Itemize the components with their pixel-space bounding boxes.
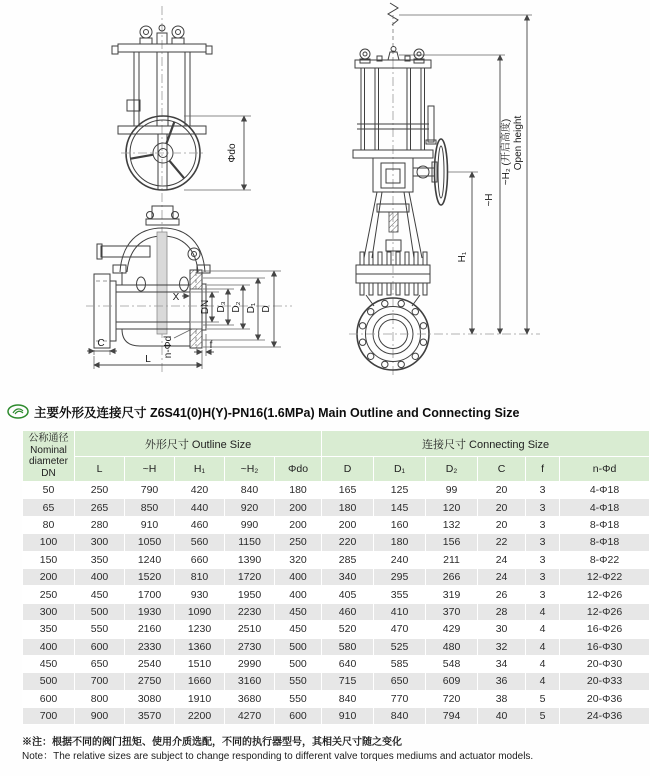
cell-value: 319: [426, 586, 478, 603]
cell-value: 600: [75, 638, 125, 655]
cell-value: 2730: [225, 638, 275, 655]
cell-dn: 50: [23, 482, 75, 499]
cell-value: 1050: [125, 534, 175, 551]
cell-value: 340: [322, 568, 374, 585]
cell-value: 1360: [175, 638, 225, 655]
cell-value: 700: [75, 673, 125, 690]
cell-value: 405: [322, 586, 374, 603]
dim-label-h: ~H: [484, 193, 495, 207]
cell-value: 26: [478, 586, 526, 603]
cell-value: 125: [374, 482, 426, 499]
col-header-phido: Φdo: [275, 457, 322, 482]
cell-value: 16-Φ30: [560, 638, 650, 655]
cell-value: 4270: [225, 708, 275, 725]
side-view: [349, 3, 540, 378]
cell-value: 930: [175, 586, 225, 603]
page-title: 主要外形及连接尺寸 Z6S41(0)H(Y)-PN16(1.6MPa) Main Outline and Connecting Size: [34, 405, 520, 420]
cell-value: 1910: [175, 690, 225, 707]
cell-value: 4-Φ18: [560, 499, 650, 516]
cell-value: 4: [526, 638, 560, 655]
cell-value: 550: [275, 673, 322, 690]
cell-value: 1930: [125, 603, 175, 620]
cell-value: 180: [374, 534, 426, 551]
cell-value: 560: [175, 534, 225, 551]
table-row: [23, 621, 650, 638]
cell-value: 4-Φ18: [560, 482, 650, 499]
cell-value: 500: [75, 603, 125, 620]
cell-value: 1950: [225, 586, 275, 603]
cell-value: 429: [426, 621, 478, 638]
col-header-L: L: [75, 457, 125, 482]
cell-value: 460: [322, 603, 374, 620]
cell-value: 285: [322, 551, 374, 568]
cell-value: 2230: [225, 603, 275, 620]
cell-value: 3160: [225, 673, 275, 690]
table-row: [23, 534, 650, 551]
cell-value: 20-Φ33: [560, 673, 650, 690]
cell-value: 3: [526, 586, 560, 603]
table-row: [23, 568, 650, 585]
cell-value: 400: [275, 586, 322, 603]
cell-value: 22: [478, 534, 526, 551]
cell-value: 12-Φ26: [560, 603, 650, 620]
cell-value: 120: [426, 499, 478, 516]
cell-value: 32: [478, 638, 526, 655]
cell-value: 2990: [225, 655, 275, 672]
note-zh: ※注：根据不同的阀门扭矩、使用介质选配，不同的执行器型号，其相关尺寸随之变化: [22, 737, 402, 748]
cell-value: 990: [225, 516, 275, 533]
cell-value: 24: [478, 568, 526, 585]
cell-value: 609: [426, 673, 478, 690]
cell-value: 24-Φ36: [560, 708, 650, 725]
table-row: [23, 673, 650, 690]
cell-value: 600: [275, 708, 322, 725]
cell-value: 450: [75, 586, 125, 603]
cell-value: 850: [125, 499, 175, 516]
cell-value: 200: [275, 516, 322, 533]
dim-label-open-height: Open height: [513, 115, 524, 171]
cell-value: 1230: [175, 621, 225, 638]
table-row: [23, 551, 650, 568]
cell-value: 840: [374, 708, 426, 725]
cell-value: 3: [526, 516, 560, 533]
cell-value: 900: [75, 708, 125, 725]
cell-value: 12-Φ26: [560, 586, 650, 603]
cell-value: 500: [275, 655, 322, 672]
cell-value: 8-Φ22: [560, 551, 650, 568]
cell-value: 910: [125, 516, 175, 533]
cell-dn: 350: [23, 621, 75, 638]
dim-label-x: X: [172, 292, 180, 303]
cell-dn: 700: [23, 708, 75, 725]
cell-value: 800: [75, 690, 125, 707]
cell-value: 200: [275, 499, 322, 516]
cell-value: 525: [374, 638, 426, 655]
dim-label-n-phi-d: n-Φd: [163, 335, 174, 359]
cell-value: 810: [175, 568, 225, 585]
cell-value: 200: [322, 516, 374, 533]
cell-value: 145: [374, 499, 426, 516]
cell-dn: 450: [23, 655, 75, 672]
cell-value: 3080: [125, 690, 175, 707]
cell-value: 30: [478, 621, 526, 638]
cell-value: 1510: [175, 655, 225, 672]
table-row: [23, 638, 650, 655]
section-title-row: [7, 401, 519, 422]
table-body: [23, 482, 650, 725]
cell-value: 580: [322, 638, 374, 655]
cell-dn: 250: [23, 586, 75, 603]
cell-value: 132: [426, 516, 478, 533]
dim-label-d2: D₂: [231, 301, 242, 313]
col-header-H1: H₁: [175, 457, 225, 482]
notes-block: [22, 736, 637, 764]
cell-value: 5: [526, 690, 560, 707]
cell-value: 355: [374, 586, 426, 603]
cell-value: 20: [478, 516, 526, 533]
dim-label-d3: D₃: [216, 301, 227, 313]
cell-value: 1660: [175, 673, 225, 690]
cell-value: 585: [374, 655, 426, 672]
cell-dn: 300: [23, 603, 75, 620]
cell-value: 250: [275, 534, 322, 551]
cell-value: 4: [526, 621, 560, 638]
cell-value: 2330: [125, 638, 175, 655]
cell-value: 720: [426, 690, 478, 707]
dim-label-phido: Φdo: [227, 143, 238, 163]
cell-value: 1390: [225, 551, 275, 568]
cell-value: 3570: [125, 708, 175, 725]
cell-value: 2750: [125, 673, 175, 690]
cell-value: 240: [374, 551, 426, 568]
cell-value: 300: [75, 534, 125, 551]
cell-value: 550: [75, 621, 125, 638]
cell-value: 180: [275, 482, 322, 499]
cell-value: 156: [426, 534, 478, 551]
cell-value: 910: [322, 708, 374, 725]
cell-value: 1700: [125, 586, 175, 603]
cell-dn: 500: [23, 673, 75, 690]
dim-label-f: f: [209, 340, 213, 351]
cell-value: 2510: [225, 621, 275, 638]
cell-value: 8-Φ18: [560, 534, 650, 551]
table-row: [23, 482, 650, 499]
header-dn-en1: Nominal: [30, 444, 67, 456]
cell-value: 24: [478, 551, 526, 568]
cell-value: 220: [322, 534, 374, 551]
cell-value: 400: [275, 568, 322, 585]
cell-value: 840: [322, 690, 374, 707]
cell-value: 2200: [175, 708, 225, 725]
table-row: [23, 586, 650, 603]
cell-value: 4: [526, 673, 560, 690]
note-en: Note：The relative sizes are subject to change responding to different valve torques mediums and actuator models.: [22, 751, 534, 762]
cell-value: 3: [526, 482, 560, 499]
cell-value: 20-Φ30: [560, 655, 650, 672]
cell-value: 34: [478, 655, 526, 672]
cell-value: 250: [75, 482, 125, 499]
cell-value: 3: [526, 534, 560, 551]
header-group-outline-size: 外形尺寸 Outline Size: [75, 431, 322, 457]
header-nominal-diameter: [23, 431, 75, 482]
col-header-H: ~H: [125, 457, 175, 482]
cell-value: 12-Φ22: [560, 568, 650, 585]
header-dn-en2: diameter: [29, 456, 68, 467]
cell-value: 650: [374, 673, 426, 690]
col-header-C: C: [478, 457, 526, 482]
cell-value: 20: [478, 499, 526, 516]
cell-value: 3: [526, 568, 560, 585]
cell-value: 2160: [125, 621, 175, 638]
cell-value: 8-Φ18: [560, 516, 650, 533]
cell-value: 295: [374, 568, 426, 585]
col-header-D: D: [322, 457, 374, 482]
header-group-connecting-size: 连接尺寸 Connecting Size: [322, 431, 650, 457]
cell-dn: 200: [23, 568, 75, 585]
col-header-D2: D₂: [426, 457, 478, 482]
cell-value: 3680: [225, 690, 275, 707]
cell-value: 470: [374, 621, 426, 638]
cell-value: 180: [322, 499, 374, 516]
cell-value: 1090: [175, 603, 225, 620]
header-dn-en3: DN: [41, 467, 56, 479]
cell-value: 20-Φ36: [560, 690, 650, 707]
cell-value: 480: [426, 638, 478, 655]
dim-label-d: D: [261, 305, 272, 313]
dim-label-d1: D₁: [246, 302, 257, 314]
cell-value: 548: [426, 655, 478, 672]
dim-label-h1: H₁: [457, 251, 468, 263]
cell-value: 36: [478, 673, 526, 690]
dim-label-l: L: [145, 354, 151, 365]
cell-value: 4: [526, 603, 560, 620]
cell-value: 450: [275, 603, 322, 620]
dim-label-c: C: [97, 338, 105, 349]
table-row: [23, 708, 650, 725]
dim-label-h2: ~H₂ (开启高度): [501, 118, 512, 186]
cell-value: 794: [426, 708, 478, 725]
front-view: [86, 6, 292, 374]
cell-value: 16-Φ26: [560, 621, 650, 638]
header-dn-zh: 公称通径: [28, 433, 69, 444]
cell-value: 40: [478, 708, 526, 725]
cell-value: 2540: [125, 655, 175, 672]
cell-value: 1520: [125, 568, 175, 585]
table-row: [23, 655, 650, 672]
dim-label-dn: DN: [200, 299, 211, 315]
cell-value: 650: [75, 655, 125, 672]
cell-value: 420: [175, 482, 225, 499]
cell-dn: 150: [23, 551, 75, 568]
col-header-D1: D₁: [374, 457, 426, 482]
cell-value: 20: [478, 482, 526, 499]
table-row: [23, 499, 650, 516]
col-header-H2: ~H₂: [225, 457, 275, 482]
cell-dn: 100: [23, 534, 75, 551]
dimension-table: [22, 430, 650, 725]
cell-value: 400: [75, 568, 125, 585]
cell-value: 28: [478, 603, 526, 620]
cell-value: 350: [75, 551, 125, 568]
cell-value: 550: [275, 690, 322, 707]
cell-value: 460: [175, 516, 225, 533]
cell-value: 370: [426, 603, 478, 620]
cell-value: 920: [225, 499, 275, 516]
cell-value: 99: [426, 482, 478, 499]
cell-value: 520: [322, 621, 374, 638]
col-header-f: f: [526, 457, 560, 482]
cell-value: 266: [426, 568, 478, 585]
cell-value: 1150: [225, 534, 275, 551]
cell-value: 1720: [225, 568, 275, 585]
table-row: [23, 690, 650, 707]
cell-value: 440: [175, 499, 225, 516]
col-header-n-phi-d: n-Φd: [560, 457, 650, 482]
table-group-header-row: [23, 431, 650, 457]
cell-dn: 80: [23, 516, 75, 533]
cell-value: 165: [322, 482, 374, 499]
cell-value: 500: [275, 638, 322, 655]
brand-logo-icon: [7, 404, 29, 419]
cell-dn: 65: [23, 499, 75, 516]
cell-dn: 600: [23, 690, 75, 707]
table-row: [23, 516, 650, 533]
cell-value: 770: [374, 690, 426, 707]
cell-dn: 400: [23, 638, 75, 655]
cell-value: 1240: [125, 551, 175, 568]
cell-value: 790: [125, 482, 175, 499]
cell-value: 410: [374, 603, 426, 620]
table-column-header-row: [23, 457, 650, 482]
cell-value: 160: [374, 516, 426, 533]
cell-value: 840: [225, 482, 275, 499]
cell-value: 5: [526, 708, 560, 725]
table-row: [23, 603, 650, 620]
cell-value: 211: [426, 551, 478, 568]
cell-value: 660: [175, 551, 225, 568]
cell-value: 265: [75, 499, 125, 516]
cell-value: 3: [526, 499, 560, 516]
cell-value: 4: [526, 655, 560, 672]
cell-value: 640: [322, 655, 374, 672]
cell-value: 280: [75, 516, 125, 533]
cell-value: 38: [478, 690, 526, 707]
cell-value: 450: [275, 621, 322, 638]
cell-value: 715: [322, 673, 374, 690]
cell-value: 320: [275, 551, 322, 568]
cell-value: 3: [526, 551, 560, 568]
